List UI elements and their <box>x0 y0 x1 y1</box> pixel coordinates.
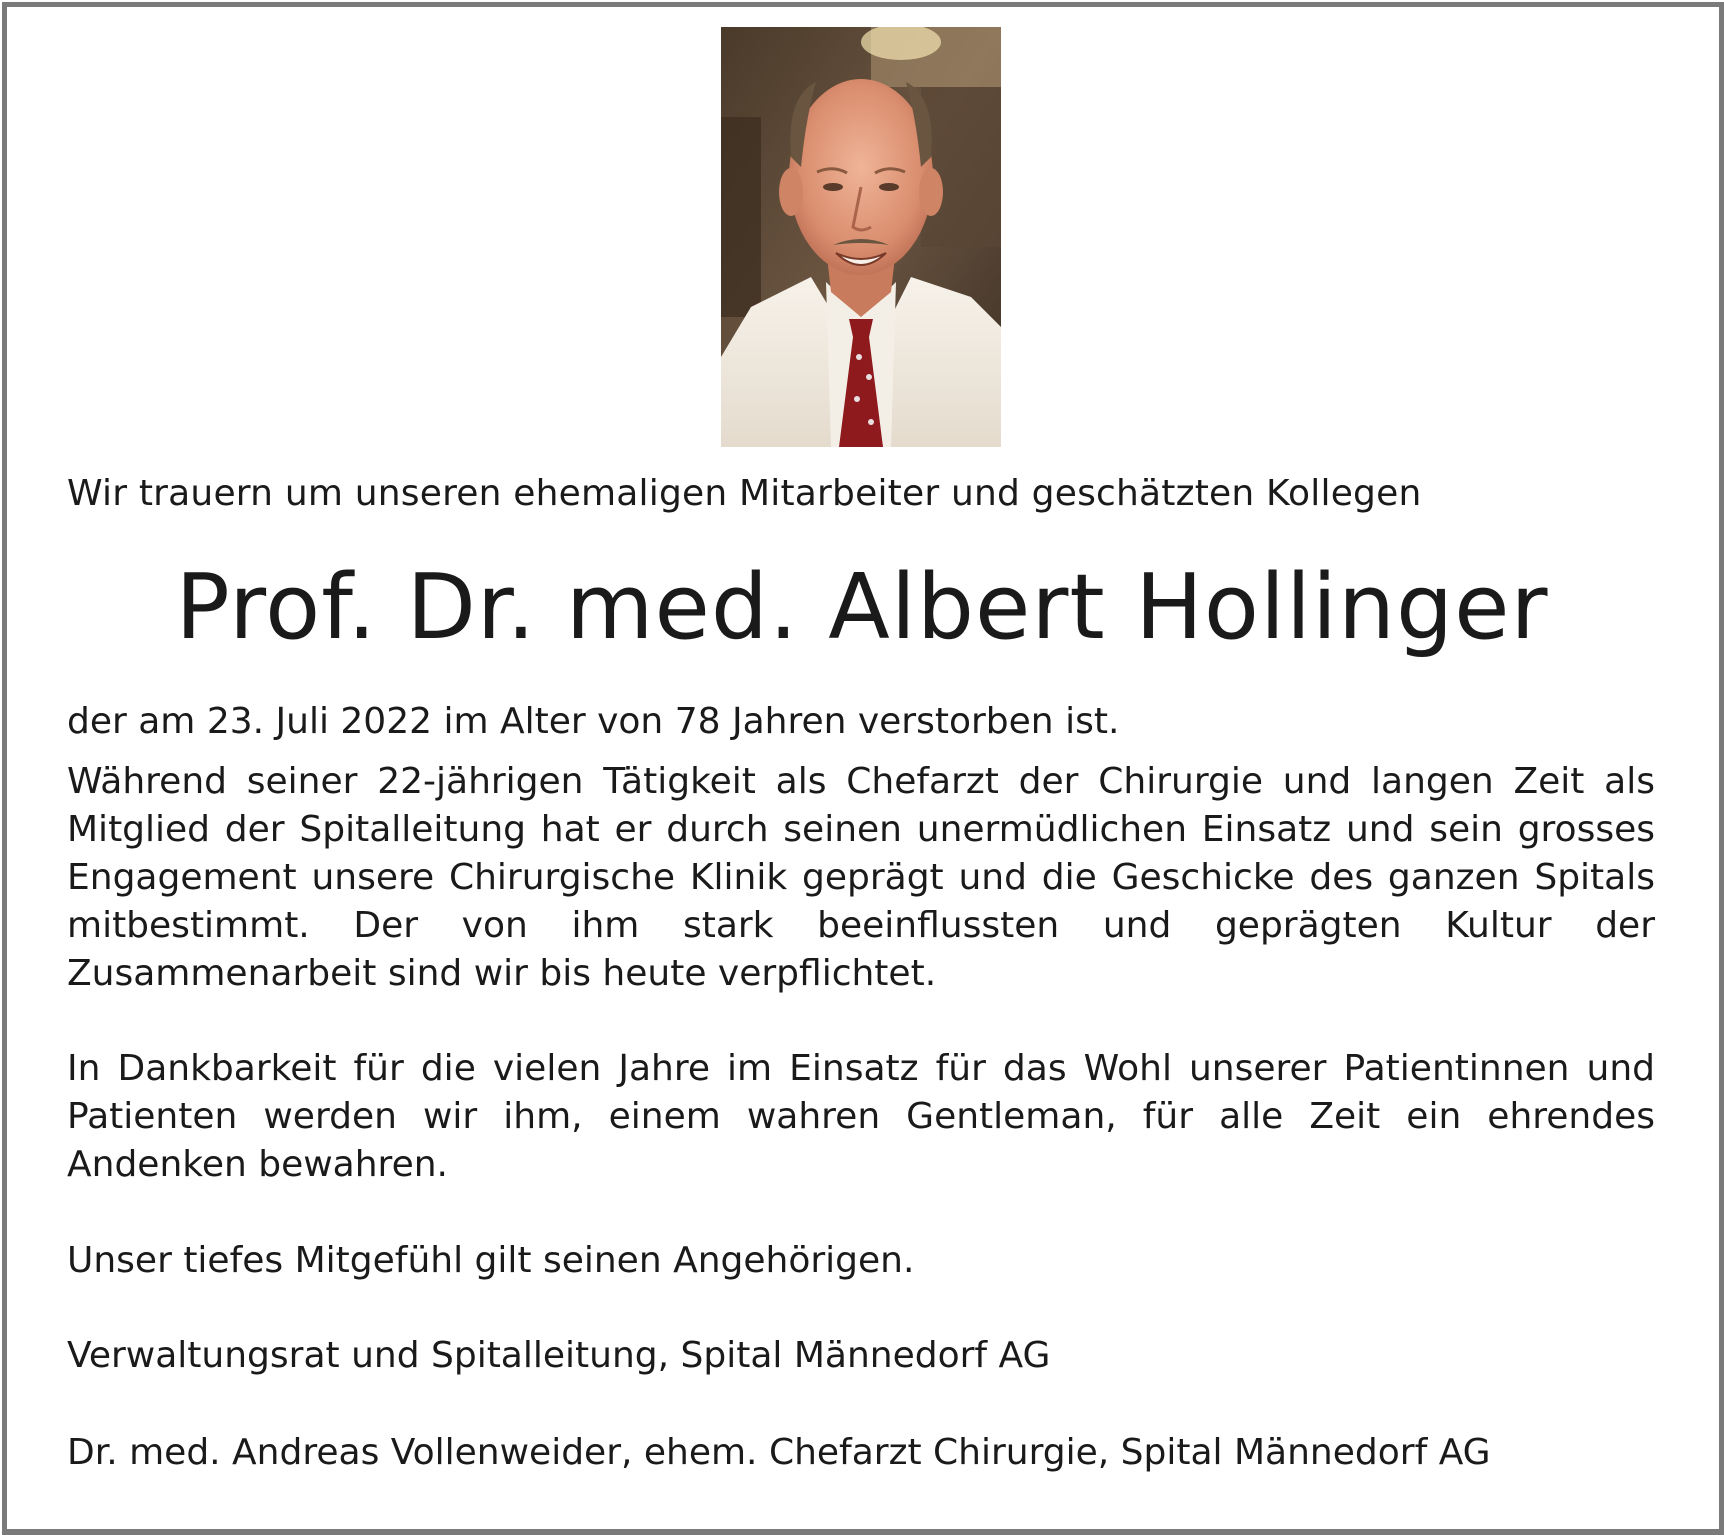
tribute-paragraph: Während seiner 22-jährigen Tätigkeit als Chefarzt der Chirurgie und langen Zeit als Mitglied der Spitalleitung hat er durch seinen unermüdlichen Einsatz und sein grosses Engagement unsere Chirurgische Klinik geprägt und die Geschicke des ganzen Spitals mitbestimmt. Der von ihm stark beeinflussten und geprägten Kultur der Zusammenarbeit sind wir bis heute verpflichtet. <box>67 761 1655 994</box>
condolence-text: Unser tiefes Mitgefühl gilt seinen Angehörigen. <box>67 1240 915 1281</box>
signature-person: Dr. med. Andreas Vollenweider, ehem. Chefarzt Chirurgie, Spital Männedorf AG <box>67 1432 1491 1473</box>
deceased-name: Prof. Dr. med. Albert Hollinger <box>175 555 1549 660</box>
portrait-photo <box>721 27 1001 447</box>
intro-text: Wir trauern um unseren ehemaligen Mitarbeiter und geschätzten Kollegen <box>67 473 1422 514</box>
death-date-line: der am 23. Juli 2022 im Alter von 78 Jahren verstorben ist. <box>67 701 1120 742</box>
gratitude-paragraph: In Dankbarkeit für die vielen Jahre im Einsatz für das Wohl unserer Patientinnen und Patienten werden wir ihm, einem wahren Gentleman, für alle Zeit ein ehrendes Andenken bewahren. <box>67 1048 1655 1185</box>
signature-organization: Verwaltungsrat und Spitalleitung, Spital Männedorf AG <box>67 1335 1051 1376</box>
